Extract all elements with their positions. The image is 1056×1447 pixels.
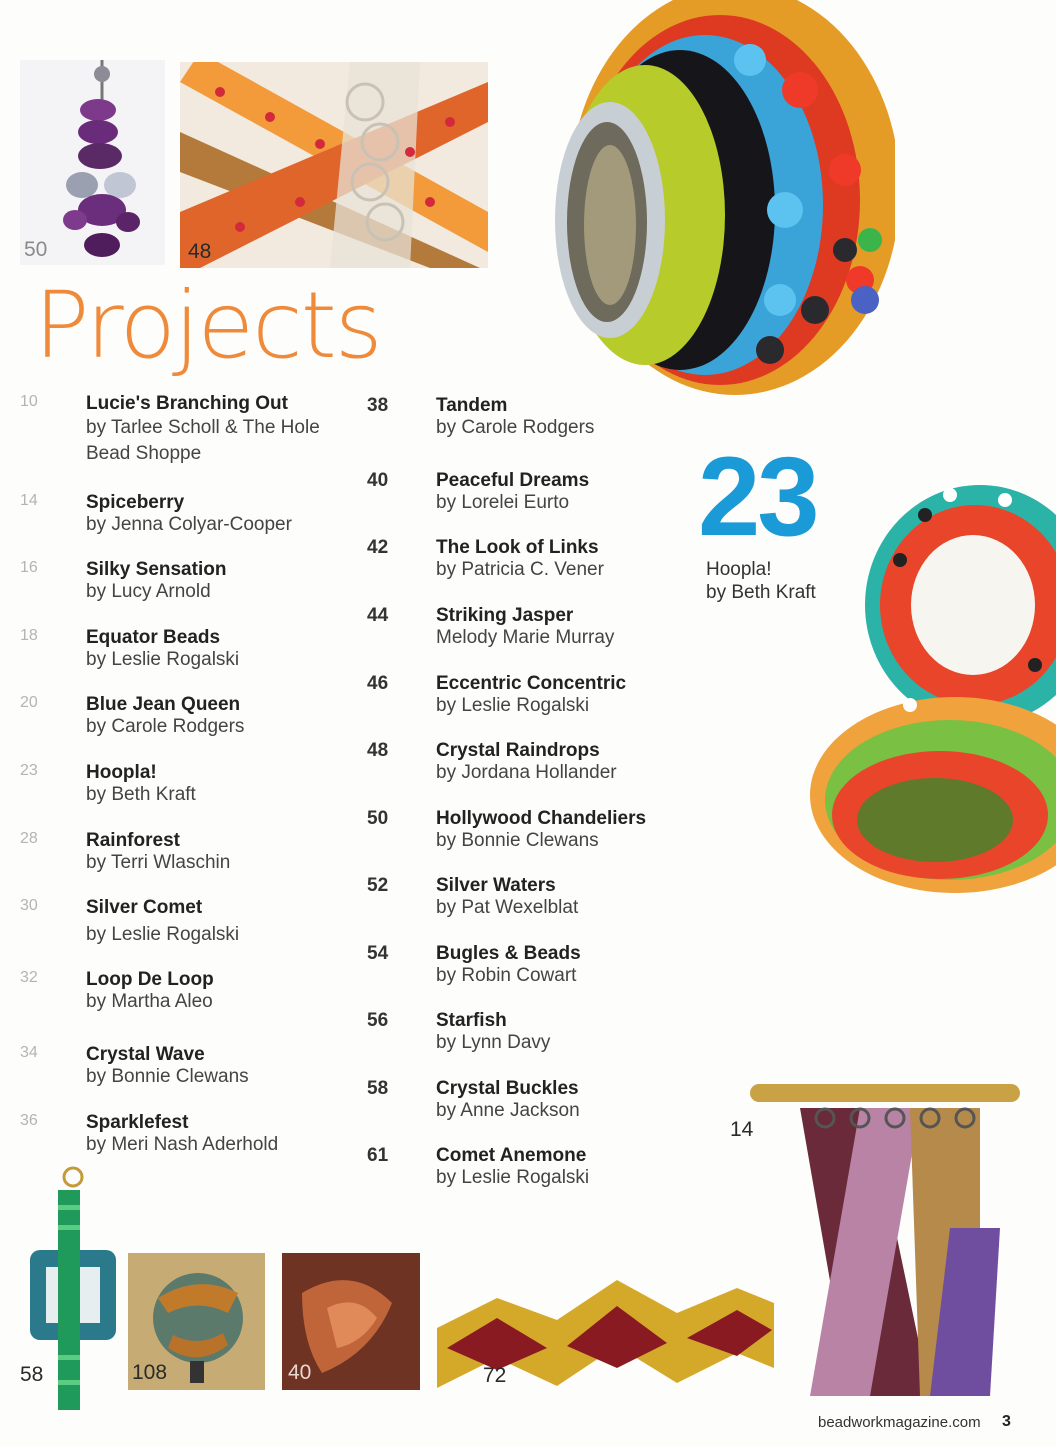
toc-project-name: Blue Jean Queen (86, 694, 241, 715)
toc-author: by Meri Nash Aderhold (86, 1134, 279, 1155)
toc-project-name: Loop De Loop (86, 969, 214, 990)
toc-project-name: Comet Anemone (436, 1145, 587, 1166)
toc-author: by Anne Jackson (436, 1100, 580, 1121)
toc-author: by Leslie Rogalski (86, 924, 240, 945)
photo-page-number: 72 (483, 1364, 507, 1387)
toc-page-number: 40 (367, 470, 389, 491)
chandelier-earring-photo (20, 60, 165, 265)
toc-project-name: Crystal Buckles (436, 1078, 579, 1099)
photo-page-number: 50 (24, 238, 48, 261)
toc-author: by Tarlee Scholl & The Hole Bead Shoppe (86, 417, 320, 464)
feature-author: by Beth Kraft (706, 582, 816, 603)
toc-author: by Pat Wexelblat (436, 897, 579, 918)
toc-project-name: Crystal Raindrops (436, 740, 600, 761)
toc-page-number: 48 (367, 740, 389, 761)
toc-project-name: Eccentric Concentric (436, 673, 627, 694)
toc-page-number: 52 (367, 875, 389, 896)
feature-page-number: 23 (698, 434, 817, 559)
beaded-bead-photo (515, 0, 895, 410)
peaceful-dreams-photo (282, 1253, 420, 1390)
toc-author: by Carole Rodgers (436, 417, 595, 438)
toc-project-name: Hoopla! (86, 762, 157, 783)
toc-project-name: Silver Waters (436, 875, 556, 896)
toc-project-name: Striking Jasper (436, 605, 574, 626)
toc-author: by Jordana Hollander (436, 762, 617, 783)
toc-project-name: Silky Sensation (86, 559, 227, 580)
toc-author: by Lorelei Eurto (436, 492, 570, 513)
pendant-photo (128, 1253, 265, 1390)
toc-author: by Robin Cowart (436, 965, 577, 986)
toc-author: by Martha Aleo (86, 991, 213, 1012)
toc-author: by Bonnie Clewans (436, 830, 599, 851)
toc-project-name: Lucie's Branching Out (86, 393, 288, 414)
toc-page-number: 34 (20, 1044, 38, 1061)
crystal-raindrops-photo (180, 62, 488, 268)
toc-page-number: 18 (20, 627, 38, 644)
toc-page-number: 46 (367, 673, 389, 694)
toc-page-number: 16 (20, 559, 38, 576)
toc-author: by Lynn Davy (436, 1032, 551, 1053)
toc-page-number: 50 (367, 808, 389, 829)
toc-project-name: Spiceberry (86, 492, 185, 513)
toc-author: by Carole Rodgers (86, 716, 245, 737)
photo-page-number: 48 (188, 240, 212, 263)
toc-page-number: 56 (367, 1010, 389, 1031)
toc-page-number: 23 (20, 762, 38, 779)
toc-author: by Terri Wlaschin (86, 852, 231, 873)
toc-page-number: 44 (367, 605, 389, 626)
crystal-buckles-photo (18, 1165, 122, 1415)
toc-project-name: The Look of Links (436, 537, 599, 558)
toc-page-number: 20 (20, 694, 38, 711)
toc-page-number: 14 (20, 492, 38, 509)
toc-project-name: Sparklefest (86, 1112, 189, 1133)
toc-author: by Leslie Rogalski (436, 1167, 590, 1188)
footer-page-number: 3 (1002, 1413, 1011, 1430)
toc-page-number: 38 (367, 395, 389, 416)
toc-project-name: Bugles & Beads (436, 943, 581, 964)
toc-project-name: Silver Comet (86, 897, 203, 918)
toc-project-name: Crystal Wave (86, 1044, 205, 1065)
toc-page-number: 54 (367, 943, 389, 964)
toc-author: by Patricia C. Vener (436, 559, 604, 580)
toc-page-number: 58 (367, 1078, 389, 1099)
toc-page-number: 61 (367, 1145, 389, 1166)
feature-caption (706, 558, 816, 604)
braided-cuff-photo (750, 1078, 1025, 1396)
toc-author: by Beth Kraft (86, 784, 196, 805)
toc-page-number: 36 (20, 1112, 38, 1129)
toc-author: by Bonnie Clewans (86, 1066, 249, 1087)
page-title: Projects (34, 272, 381, 379)
photo-page-number: 58 (20, 1363, 44, 1386)
toc-page-number: 42 (367, 537, 389, 558)
toc-project-name: Starfish (436, 1010, 507, 1031)
photo-page-number: 40 (288, 1361, 312, 1384)
toc-page-number: 30 (20, 897, 38, 914)
toc-project-name: Hollywood Chandeliers (436, 808, 647, 829)
toc-page-number: 28 (20, 830, 38, 847)
feature-title: Hoopla! (706, 559, 772, 580)
photo-page-number: 14 (730, 1118, 754, 1141)
toc-project-name: Tandem (436, 395, 508, 416)
hoopla-rings-photo (805, 455, 1056, 895)
toc-project-name: Equator Beads (86, 627, 221, 648)
footer-url[interactable]: beadworkmagazine.com (818, 1414, 981, 1431)
bangle-photo (437, 1258, 774, 1392)
toc-author: by Jenna Colyar-Cooper (86, 514, 292, 535)
toc-author: by Leslie Rogalski (436, 695, 590, 716)
toc-author: Melody Marie Murray (436, 627, 615, 648)
toc-author: by Lucy Arnold (86, 581, 211, 602)
toc-page-number: 32 (20, 969, 38, 986)
toc-page-number: 10 (20, 393, 38, 410)
photo-page-number: 108 (132, 1361, 168, 1384)
toc-project-name: Peaceful Dreams (436, 470, 590, 491)
toc-project-name: Rainforest (86, 830, 180, 851)
toc-author: by Leslie Rogalski (86, 649, 240, 670)
